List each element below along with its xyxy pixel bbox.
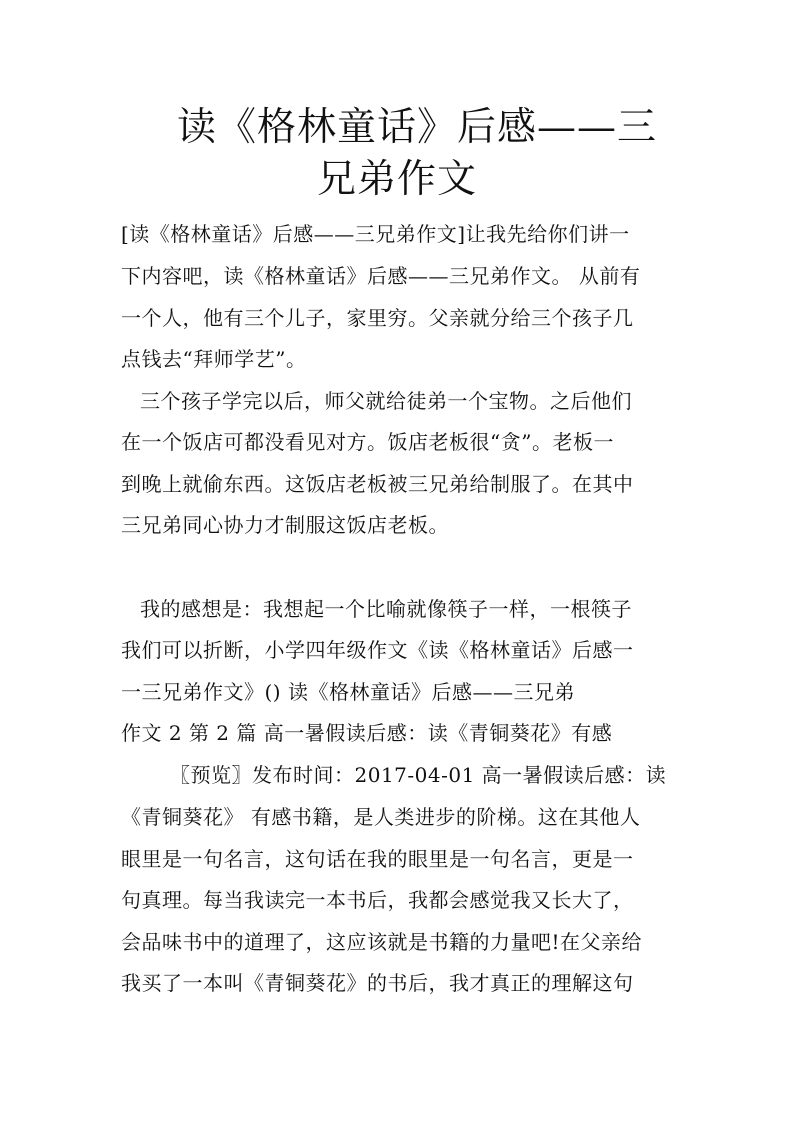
paragraph-4-line-4: 句真理。每当我读完一本书后，我都会感觉我又长大了， xyxy=(121,888,634,912)
paragraph-2-line-3: 到晚上就偷东西。这饭店老板被三兄弟给制服了。在其中 xyxy=(121,472,634,496)
document-title-line-2: 兄弟作文 xyxy=(316,157,477,202)
paragraph-4-line-3: 眼里是一句名言，这句话在我的眼里是一句名言，更是一 xyxy=(121,847,634,871)
paragraph-4-line-2: 《青铜葵花》 有感书籍，是人类进步的阶梯。这在其他人 xyxy=(121,805,641,829)
paragraph-3-line-1: 我的感想是：我想起一个比喻就像筷子一样，一根筷子 xyxy=(140,597,632,621)
paragraph-1-line-4: 点钱去“拜师学艺”。 xyxy=(121,347,307,371)
document-title-line-1: 读《格林童话》后感——三 xyxy=(176,105,657,150)
paragraph-4-line-6: 我买了一本叫《青铜葵花》的书后，我才真正的理解这句 xyxy=(121,971,634,995)
paragraph-4-line-5: 会品味书中的道理了，这应该就是书籍的力量吧!在父亲给 xyxy=(121,930,643,954)
paragraph-1-line-2: 下内容吧，读《格林童话》后感——三兄弟作文。 从前有 xyxy=(121,264,641,288)
paragraph-4-line-1: 〖预览〗发布时间：2017-04-01 高一暑假读后感：读 xyxy=(170,763,667,787)
paragraph-1-line-3: 一个人，他有三个儿子，家里穷。父亲就分给三个孩子几 xyxy=(121,306,634,330)
paragraph-3-line-2: 我们可以折断，小学四年级作文《读《格林童话》后感一 xyxy=(121,638,634,662)
paragraph-3-line-4: 作文 2 第 2 篇 高一暑假读后感：读《青铜葵花》有感 xyxy=(121,721,613,745)
paragraph-2-line-4: 三兄弟同心协力才制服这饭店老板。 xyxy=(121,513,449,537)
paragraph-3-line-3: 一三兄弟作文》() 读《格林童话》后感——三兄弟 xyxy=(121,680,575,704)
paragraph-1-line-1: [读《格林童话》后感——三兄弟作文]让我先给你们讲一 xyxy=(121,222,630,246)
paragraph-2-line-1: 三个孩子学完以后，师父就给徒弟一个宝物。之后他们 xyxy=(140,389,632,413)
paragraph-2-line-2: 在一个饭店可都没看见对方。饭店老板很“贪”。老板一 xyxy=(121,430,614,454)
